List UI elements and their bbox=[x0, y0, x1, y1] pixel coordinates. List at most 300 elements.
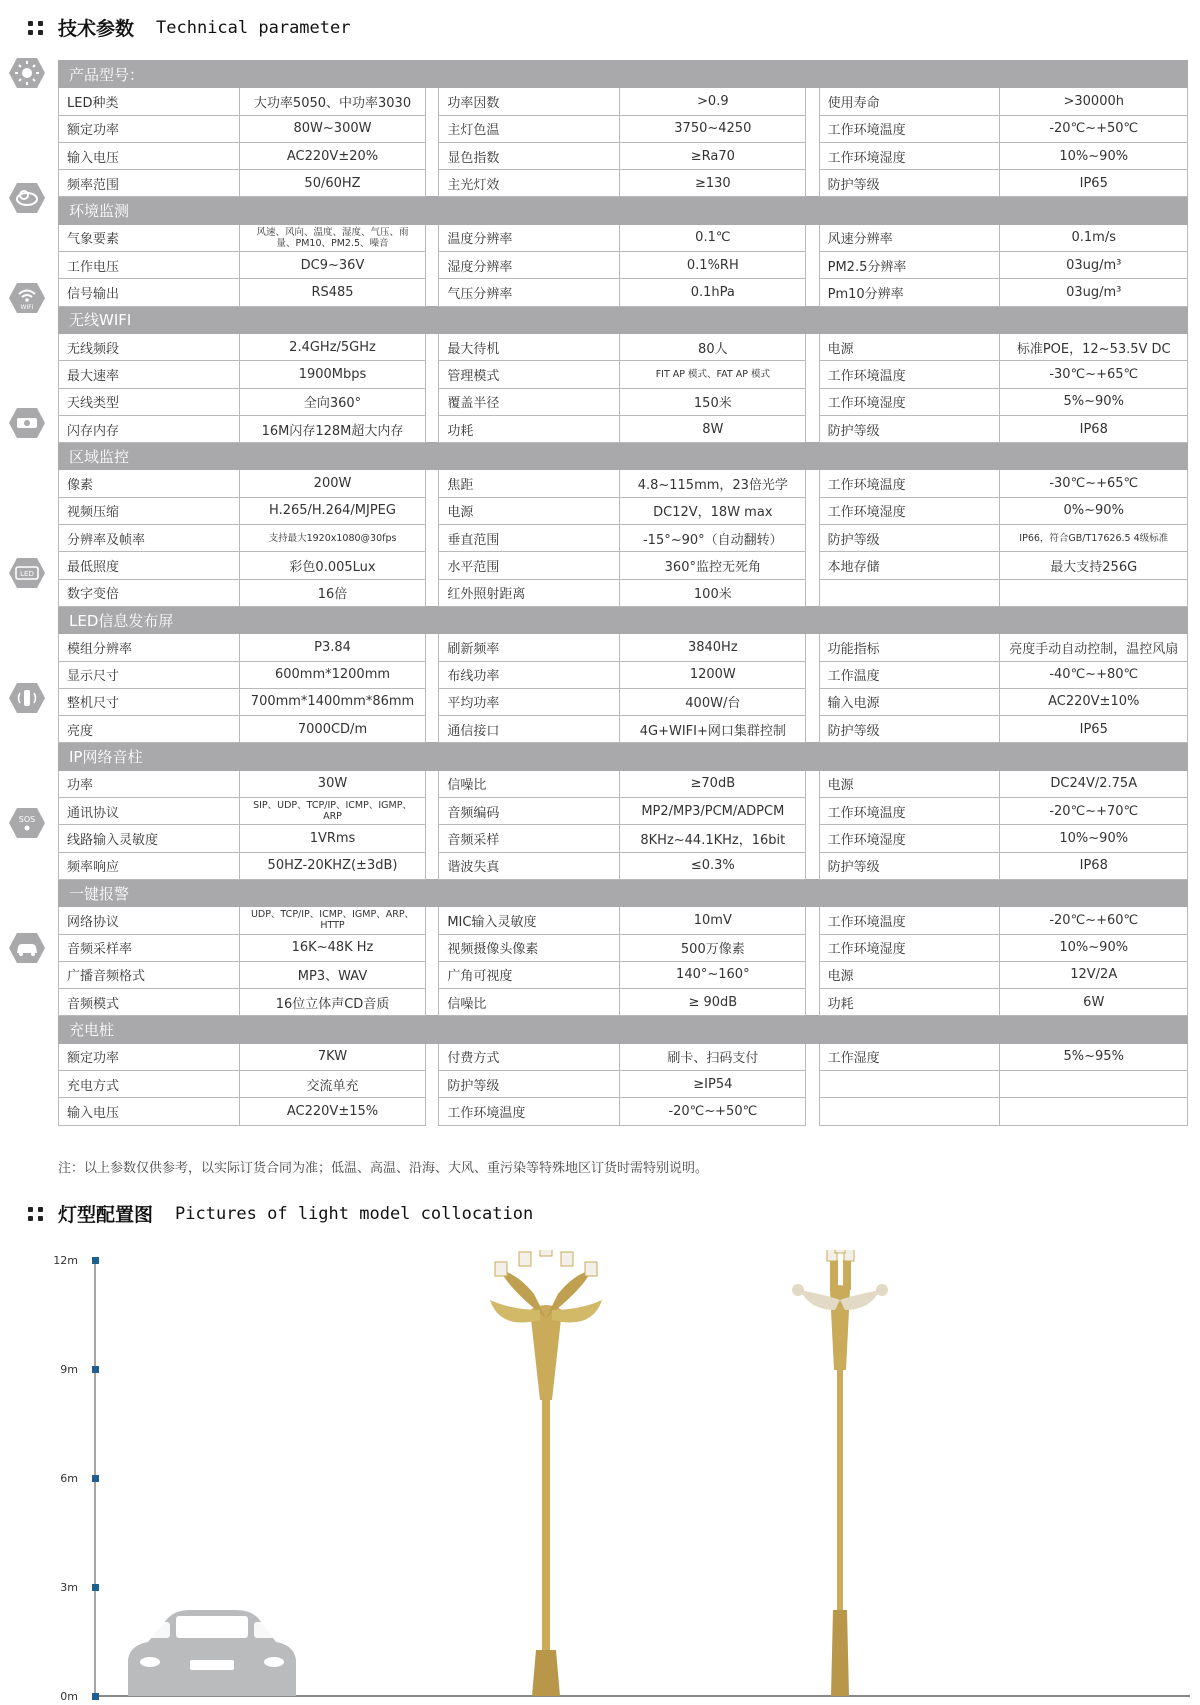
scale-tick-label: 9m bbox=[60, 1363, 78, 1376]
param-label: 通信接口 bbox=[439, 716, 620, 743]
param-label: 布线功率 bbox=[439, 661, 620, 688]
param-label: 亮度 bbox=[59, 716, 240, 743]
column-gap bbox=[426, 1070, 439, 1097]
param-label: 本地存储 bbox=[819, 552, 1000, 579]
param-value: -15°~90°（自动翻转） bbox=[620, 525, 806, 552]
param-value: 150米 bbox=[620, 388, 806, 415]
param-value: 80人 bbox=[620, 333, 806, 360]
param-value: AC220V±20% bbox=[239, 142, 425, 169]
param-value: 2.4GHz/5GHz bbox=[239, 333, 425, 360]
column-gap bbox=[806, 333, 819, 360]
column-gap bbox=[426, 333, 439, 360]
section-header bbox=[59, 743, 1188, 770]
param-label bbox=[819, 579, 1000, 606]
param-label: 工作湿度 bbox=[819, 1043, 1000, 1070]
param-value: 1VRms bbox=[239, 825, 425, 852]
param-label: 音频编码 bbox=[439, 798, 620, 825]
section-header bbox=[59, 443, 1188, 470]
column-gap bbox=[426, 770, 439, 797]
param-value: 10%~90% bbox=[1000, 142, 1188, 169]
table-row bbox=[59, 333, 1188, 360]
column-gap bbox=[426, 470, 439, 497]
param-value: 亮度手动自动控制，温控风扇 bbox=[1000, 634, 1188, 661]
param-label: 显色指数 bbox=[439, 142, 620, 169]
table-row bbox=[59, 688, 1188, 715]
param-label: 电源 bbox=[819, 333, 1000, 360]
param-label: 音频模式 bbox=[59, 989, 240, 1016]
param-value: 7000CD/m bbox=[239, 716, 425, 743]
param-value: 10%~90% bbox=[1000, 934, 1188, 961]
param-label: 音频采样 bbox=[439, 825, 620, 852]
column-gap bbox=[806, 661, 819, 688]
param-label: 防护等级 bbox=[819, 170, 1000, 197]
param-value: 全向360° bbox=[239, 388, 425, 415]
table-row bbox=[59, 525, 1188, 552]
param-label: 工作环境湿度 bbox=[819, 388, 1000, 415]
param-value: 6W bbox=[1000, 989, 1188, 1016]
param-value: 风速、风向、温度、湿度、气压、雨量、PM10、PM2.5、噪音 bbox=[239, 224, 425, 251]
column-gap bbox=[806, 989, 819, 1016]
param-value: 16倍 bbox=[239, 579, 425, 606]
column-gap bbox=[426, 579, 439, 606]
param-label: 防护等级 bbox=[819, 525, 1000, 552]
column-gap bbox=[426, 115, 439, 142]
param-value bbox=[1000, 1070, 1188, 1097]
column-gap bbox=[806, 579, 819, 606]
param-value: IP65 bbox=[1000, 170, 1188, 197]
param-value: 140°~160° bbox=[620, 961, 806, 988]
table-row bbox=[59, 1043, 1188, 1070]
param-label: 管理模式 bbox=[439, 361, 620, 388]
param-label: 信号输出 bbox=[59, 279, 240, 306]
param-value: 0.1%RH bbox=[620, 252, 806, 279]
param-value: 7KW bbox=[239, 1043, 425, 1070]
param-value: -30℃~+65℃ bbox=[1000, 361, 1188, 388]
param-label: 闪存内存 bbox=[59, 415, 240, 442]
table-row bbox=[59, 470, 1188, 497]
param-value: P3.84 bbox=[239, 634, 425, 661]
param-value: 50/60HZ bbox=[239, 170, 425, 197]
table-row bbox=[59, 170, 1188, 197]
dots-bullet-icon bbox=[28, 21, 44, 35]
param-value: MP2/MP3/PCM/ADPCM bbox=[620, 798, 806, 825]
table-row bbox=[59, 798, 1188, 825]
param-label: 最大速率 bbox=[59, 361, 240, 388]
param-label: 功率因数 bbox=[439, 88, 620, 115]
table-row bbox=[59, 224, 1188, 251]
param-label: 焦距 bbox=[439, 470, 620, 497]
section-title: 环境监测 bbox=[59, 197, 1188, 224]
param-label: 主光灯效 bbox=[439, 170, 620, 197]
svg-text:SOS: SOS bbox=[18, 815, 36, 824]
table-row bbox=[59, 825, 1188, 852]
param-value: 400W/台 bbox=[620, 688, 806, 715]
param-label: 防护等级 bbox=[819, 415, 1000, 442]
param-label: 无线频段 bbox=[59, 333, 240, 360]
car-charger-icon bbox=[8, 931, 46, 965]
param-value: IP66，符合GB/T17626.5 4级标准 bbox=[1000, 525, 1188, 552]
param-value: 200W bbox=[239, 470, 425, 497]
column-gap bbox=[806, 361, 819, 388]
param-label: 输入电源 bbox=[819, 688, 1000, 715]
camera-icon bbox=[8, 406, 46, 440]
section-header bbox=[59, 1016, 1188, 1043]
section-header bbox=[59, 61, 1188, 88]
column-gap bbox=[806, 798, 819, 825]
param-label: 工作电压 bbox=[59, 252, 240, 279]
column-gap bbox=[426, 525, 439, 552]
param-label: 功耗 bbox=[819, 989, 1000, 1016]
table-row bbox=[59, 415, 1188, 442]
param-value: 标准POE，12~53.5V DC bbox=[1000, 333, 1188, 360]
param-value: 0.1hPa bbox=[620, 279, 806, 306]
column-gap bbox=[806, 1098, 819, 1125]
param-label: 像素 bbox=[59, 470, 240, 497]
table-row bbox=[59, 388, 1188, 415]
param-label: 模组分辨率 bbox=[59, 634, 240, 661]
spec-table bbox=[58, 60, 1188, 1126]
table-row bbox=[59, 961, 1188, 988]
light-model-heading bbox=[28, 1200, 533, 1227]
param-label: 气压分辨率 bbox=[439, 279, 620, 306]
column-gap bbox=[806, 1043, 819, 1070]
param-label: 网络协议 bbox=[59, 907, 240, 934]
param-value: 1900Mbps bbox=[239, 361, 425, 388]
column-gap bbox=[806, 279, 819, 306]
param-value: >0.9 bbox=[620, 88, 806, 115]
table-row bbox=[59, 579, 1188, 606]
param-label: 最低照度 bbox=[59, 552, 240, 579]
param-label: 防护等级 bbox=[819, 716, 1000, 743]
param-value: 彩色0.005Lux bbox=[239, 552, 425, 579]
param-label: 信噪比 bbox=[439, 770, 620, 797]
param-label: 覆盖半径 bbox=[439, 388, 620, 415]
heading-en: Pictures of light model collocation bbox=[175, 1203, 534, 1224]
column-gap bbox=[806, 770, 819, 797]
param-label: 额定功率 bbox=[59, 1043, 240, 1070]
param-label: 工作环境温度 bbox=[819, 361, 1000, 388]
param-value: 0.1m/s bbox=[1000, 224, 1188, 251]
section-header bbox=[59, 197, 1188, 224]
param-label: 温度分辨率 bbox=[439, 224, 620, 251]
param-label: 使用寿命 bbox=[819, 88, 1000, 115]
column-gap bbox=[426, 989, 439, 1016]
column-gap bbox=[806, 88, 819, 115]
param-value: AC220V±10% bbox=[1000, 688, 1188, 715]
scale-tick-mark bbox=[92, 1257, 99, 1264]
param-value: 3840Hz bbox=[620, 634, 806, 661]
param-value: 30W bbox=[239, 770, 425, 797]
column-gap bbox=[426, 634, 439, 661]
param-value: 8KHz~44.1KHz，16bit bbox=[620, 825, 806, 852]
heading-cn: 技术参数 bbox=[58, 18, 135, 40]
param-value: 360°监控无死角 bbox=[620, 552, 806, 579]
param-value: 03ug/m³ bbox=[1000, 279, 1188, 306]
column-gap bbox=[426, 688, 439, 715]
param-value: DC12V，18W max bbox=[620, 497, 806, 524]
param-value: 4.8~115mm，23倍光学 bbox=[620, 470, 806, 497]
param-label: 音频采样率 bbox=[59, 934, 240, 961]
column-gap bbox=[806, 142, 819, 169]
param-label: 工作环境温度 bbox=[819, 115, 1000, 142]
param-value: -20℃~+50℃ bbox=[620, 1098, 806, 1125]
param-label: 数字变倍 bbox=[59, 579, 240, 606]
param-label: 频率响应 bbox=[59, 852, 240, 879]
param-value: -20℃~+60℃ bbox=[1000, 907, 1188, 934]
param-value: ≤0.3% bbox=[620, 852, 806, 879]
column-gap bbox=[806, 224, 819, 251]
column-gap bbox=[426, 934, 439, 961]
table-row bbox=[59, 115, 1188, 142]
section-title: LED信息发布屏 bbox=[59, 606, 1188, 633]
table-row bbox=[59, 770, 1188, 797]
column-gap bbox=[806, 525, 819, 552]
param-value: UDP、TCP/IP、ICMP、IGMP、ARP、HTTP bbox=[239, 907, 425, 934]
param-value: ≥70dB bbox=[620, 770, 806, 797]
param-label: 频率范围 bbox=[59, 170, 240, 197]
section-header bbox=[59, 879, 1188, 906]
column-gap bbox=[426, 552, 439, 579]
param-label: 显示尺寸 bbox=[59, 661, 240, 688]
column-gap bbox=[806, 634, 819, 661]
param-label: 水平范围 bbox=[439, 552, 620, 579]
table-row bbox=[59, 716, 1188, 743]
param-label: 主灯色温 bbox=[439, 115, 620, 142]
param-value: 支持最大1920x1080@30fps bbox=[239, 525, 425, 552]
param-value: 大功率5050、中功率3030 bbox=[239, 88, 425, 115]
sun-icon bbox=[8, 56, 46, 90]
param-label: 电源 bbox=[439, 497, 620, 524]
column-gap bbox=[426, 252, 439, 279]
param-value: DC9~36V bbox=[239, 252, 425, 279]
param-value: -30℃~+65℃ bbox=[1000, 470, 1188, 497]
param-label: 红外照射距离 bbox=[439, 579, 620, 606]
param-value: -40℃~+80℃ bbox=[1000, 661, 1188, 688]
param-value: DC24V/2.75A bbox=[1000, 770, 1188, 797]
param-value: 16位立体声CD音质 bbox=[239, 989, 425, 1016]
param-label: 工作环境湿度 bbox=[819, 825, 1000, 852]
param-label: 气象要素 bbox=[59, 224, 240, 251]
param-value: 8W bbox=[620, 415, 806, 442]
sos-icon bbox=[8, 806, 46, 840]
table-row bbox=[59, 88, 1188, 115]
param-value: 16K~48K Hz bbox=[239, 934, 425, 961]
table-row bbox=[59, 1070, 1188, 1097]
svg-text:WIFI: WIFI bbox=[20, 304, 34, 311]
param-label bbox=[819, 1070, 1000, 1097]
section-title: 充电桩 bbox=[59, 1016, 1188, 1043]
column-gap bbox=[426, 798, 439, 825]
section-title: IP网络音柱 bbox=[59, 743, 1188, 770]
column-gap bbox=[806, 470, 819, 497]
scale-tick-mark bbox=[92, 1366, 99, 1373]
column-gap bbox=[806, 115, 819, 142]
param-label bbox=[819, 1098, 1000, 1125]
param-label: 电源 bbox=[819, 961, 1000, 988]
table-row bbox=[59, 989, 1188, 1016]
dots-bullet-icon bbox=[28, 1207, 44, 1221]
scale-tick-label: 3m bbox=[60, 1581, 78, 1594]
table-row bbox=[59, 852, 1188, 879]
param-label: 天线类型 bbox=[59, 388, 240, 415]
param-value: 5%~90% bbox=[1000, 388, 1188, 415]
table-row bbox=[59, 361, 1188, 388]
column-gap bbox=[426, 1043, 439, 1070]
wifi-icon bbox=[8, 281, 46, 315]
table-row bbox=[59, 661, 1188, 688]
param-value: >30000h bbox=[1000, 88, 1188, 115]
param-label: 风速分辨率 bbox=[819, 224, 1000, 251]
param-value: 100米 bbox=[620, 579, 806, 606]
param-label: Pm10分辨率 bbox=[819, 279, 1000, 306]
param-value: 10mV bbox=[620, 907, 806, 934]
param-label: 功率 bbox=[59, 770, 240, 797]
param-label: 工作环境湿度 bbox=[819, 497, 1000, 524]
section-header bbox=[59, 606, 1188, 633]
param-value: ≥Ra70 bbox=[620, 142, 806, 169]
param-value: -20℃~+50℃ bbox=[1000, 115, 1188, 142]
param-value: IP68 bbox=[1000, 852, 1188, 879]
param-value bbox=[1000, 579, 1188, 606]
ornate-street-light-2 bbox=[792, 1250, 888, 1696]
param-value: 50HZ-20KHZ(±3dB) bbox=[239, 852, 425, 879]
param-value: 1200W bbox=[620, 661, 806, 688]
param-label: 工作环境湿度 bbox=[819, 142, 1000, 169]
param-value: MP3、WAV bbox=[239, 961, 425, 988]
section-title: 一键报警 bbox=[59, 879, 1188, 906]
param-label: 防护等级 bbox=[439, 1070, 620, 1097]
column-gap bbox=[426, 661, 439, 688]
param-label: 工作环境温度 bbox=[439, 1098, 620, 1125]
param-label: 付费方式 bbox=[439, 1043, 620, 1070]
column-gap bbox=[426, 1098, 439, 1125]
scale-tick-mark bbox=[92, 1475, 99, 1482]
section-header bbox=[59, 306, 1188, 333]
cloud-icon bbox=[8, 181, 46, 215]
column-gap bbox=[426, 142, 439, 169]
column-gap bbox=[426, 361, 439, 388]
car-icon bbox=[128, 1610, 296, 1696]
param-label: 垂直范围 bbox=[439, 525, 620, 552]
param-label: 工作环境湿度 bbox=[819, 934, 1000, 961]
column-gap bbox=[426, 907, 439, 934]
param-label: 功耗 bbox=[439, 415, 620, 442]
param-label: 视频摄像头像素 bbox=[439, 934, 620, 961]
column-gap bbox=[426, 497, 439, 524]
technical-parameter-heading bbox=[28, 14, 350, 41]
param-value: 5%~95% bbox=[1000, 1043, 1188, 1070]
column-gap bbox=[426, 852, 439, 879]
column-gap bbox=[426, 388, 439, 415]
param-value: 刷卡、扫码支付 bbox=[620, 1043, 806, 1070]
ornate-street-light-1 bbox=[490, 1250, 602, 1696]
param-label: 分辨率及帧率 bbox=[59, 525, 240, 552]
param-value: SIP、UDP、TCP/IP、ICMP、IGMP、ARP bbox=[239, 798, 425, 825]
param-label: 工作环境温度 bbox=[819, 470, 1000, 497]
column-gap bbox=[806, 497, 819, 524]
param-value: 600mm*1200mm bbox=[239, 661, 425, 688]
param-label: 谐波失真 bbox=[439, 852, 620, 879]
svg-text:LED: LED bbox=[20, 570, 34, 578]
param-value: H.265/H.264/MJPEG bbox=[239, 497, 425, 524]
column-gap bbox=[806, 415, 819, 442]
param-label: 刷新频率 bbox=[439, 634, 620, 661]
speaker-icon bbox=[8, 681, 46, 715]
param-label: 防护等级 bbox=[819, 852, 1000, 879]
section-title: 无线WIFI bbox=[59, 306, 1188, 333]
column-gap bbox=[426, 224, 439, 251]
param-label: PM2.5分辨率 bbox=[819, 252, 1000, 279]
table-row bbox=[59, 142, 1188, 169]
height-scale-figure bbox=[40, 1250, 1190, 1700]
table-row bbox=[59, 634, 1188, 661]
column-gap bbox=[426, 961, 439, 988]
table-row bbox=[59, 907, 1188, 934]
footnote: 注：以上参数仅供参考，以实际订货合同为准；低温、高温、沿海、大风、重污染等特殊地区订货时需特别说明。 bbox=[58, 1161, 709, 1176]
table-row bbox=[59, 552, 1188, 579]
scale-tick-label: 12m bbox=[53, 1254, 78, 1267]
table-row bbox=[59, 1098, 1188, 1125]
param-label: 湿度分辨率 bbox=[439, 252, 620, 279]
column-gap bbox=[426, 88, 439, 115]
param-label: 通讯协议 bbox=[59, 798, 240, 825]
column-gap bbox=[806, 934, 819, 961]
heading-cn: 灯型配置图 bbox=[58, 1204, 154, 1226]
param-value bbox=[1000, 1098, 1188, 1125]
scale-tick-mark bbox=[92, 1693, 99, 1700]
column-gap bbox=[806, 825, 819, 852]
scale-tick-label: 0m bbox=[60, 1690, 78, 1700]
column-gap bbox=[806, 388, 819, 415]
column-gap bbox=[426, 415, 439, 442]
section-title: 产品型号： bbox=[59, 61, 1188, 88]
column-gap bbox=[426, 170, 439, 197]
param-value: RS485 bbox=[239, 279, 425, 306]
param-value: 3750~4250 bbox=[620, 115, 806, 142]
scale-tick-mark bbox=[92, 1584, 99, 1591]
table-row bbox=[59, 497, 1188, 524]
scale-tick-label: 6m bbox=[60, 1472, 78, 1485]
table-row bbox=[59, 279, 1188, 306]
param-label: 广播音频格式 bbox=[59, 961, 240, 988]
param-value: IP65 bbox=[1000, 716, 1188, 743]
column-gap bbox=[426, 716, 439, 743]
param-label: 功能指标 bbox=[819, 634, 1000, 661]
column-gap bbox=[426, 825, 439, 852]
param-value: 0.1℃ bbox=[620, 224, 806, 251]
param-label: 电源 bbox=[819, 770, 1000, 797]
param-label: 充电方式 bbox=[59, 1070, 240, 1097]
param-value: 12V/2A bbox=[1000, 961, 1188, 988]
param-label: 工作环境温度 bbox=[819, 907, 1000, 934]
section-title: 区域监控 bbox=[59, 443, 1188, 470]
led-icon bbox=[8, 556, 46, 590]
param-value: FIT AP 模式、FAT AP 模式 bbox=[620, 361, 806, 388]
param-label: 额定功率 bbox=[59, 115, 240, 142]
param-value: 03ug/m³ bbox=[1000, 252, 1188, 279]
column-gap bbox=[806, 552, 819, 579]
param-label: 输入电压 bbox=[59, 1098, 240, 1125]
param-label: LED种类 bbox=[59, 88, 240, 115]
column-gap bbox=[806, 1070, 819, 1097]
column-gap bbox=[806, 716, 819, 743]
column-gap bbox=[806, 170, 819, 197]
param-label: 平均功率 bbox=[439, 688, 620, 715]
param-label: MIC输入灵敏度 bbox=[439, 907, 620, 934]
param-label: 整机尺寸 bbox=[59, 688, 240, 715]
param-value: ≥130 bbox=[620, 170, 806, 197]
param-value: 500万像素 bbox=[620, 934, 806, 961]
